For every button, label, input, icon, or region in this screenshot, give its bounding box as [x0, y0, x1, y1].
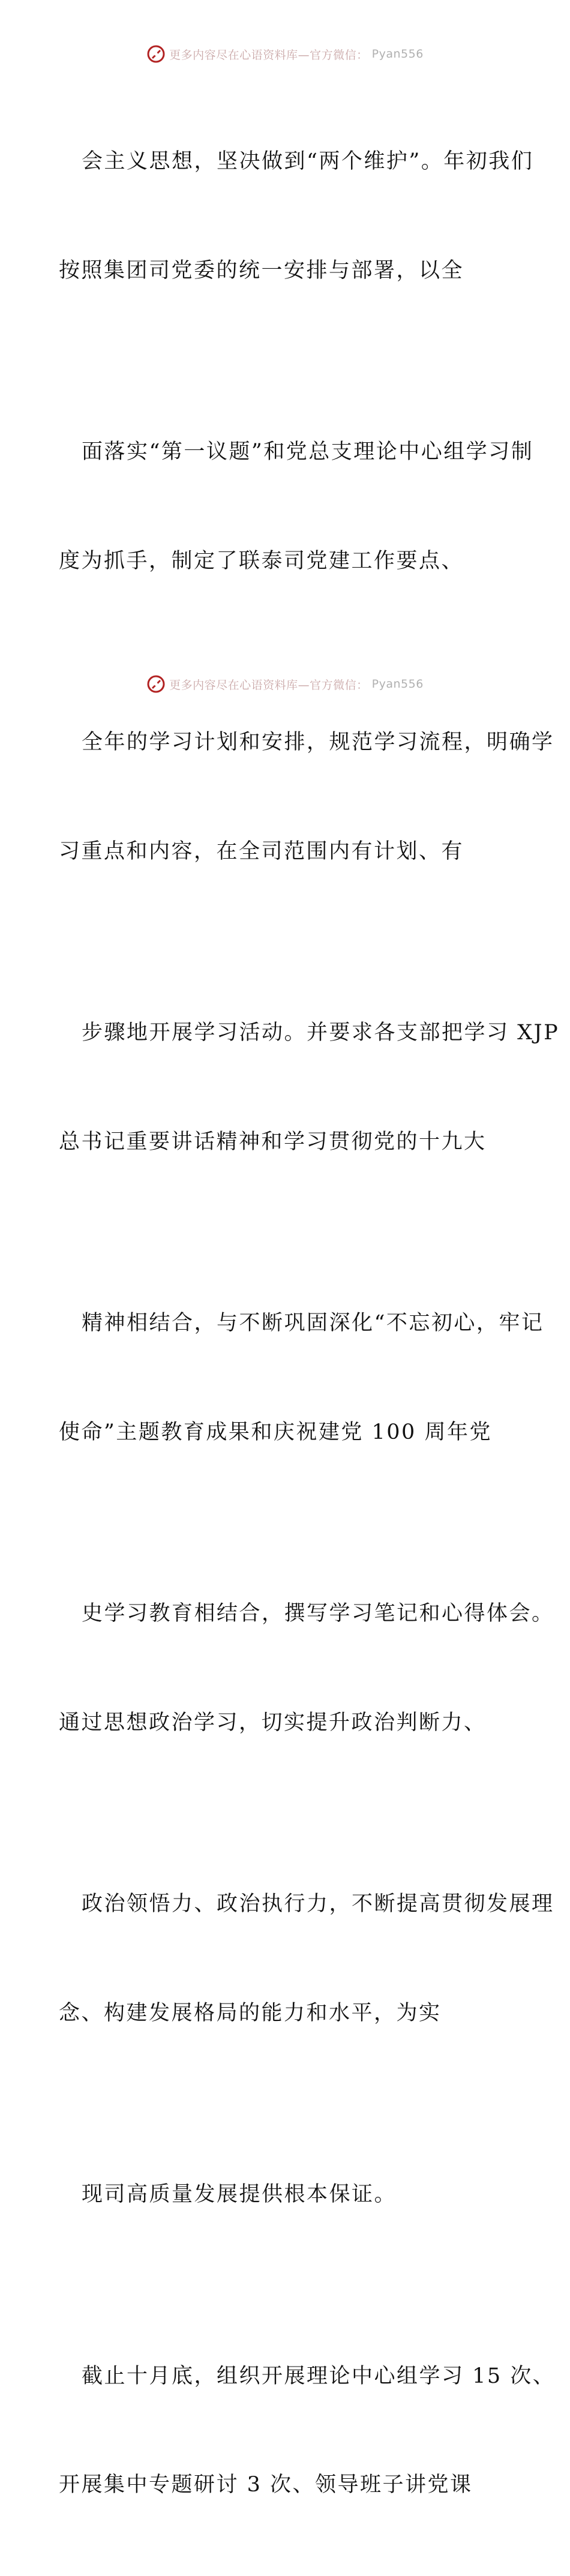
- paragraph-line: 念、构建发展格局的能力和水平，为实: [59, 2001, 442, 2025]
- paragraph-line: 度为抓手，制定了联泰司党建工作要点、: [59, 548, 464, 573]
- watermark-account: Pyan556: [371, 47, 424, 61]
- paragraph: [59, 1813, 554, 2104]
- paragraph: [59, 1523, 554, 1813]
- paragraph-line: 按照集团司党委的统一安排与部署，以全: [59, 258, 464, 283]
- paragraph-line: 会主义思想，坚决做到“两个维护”。年初我们: [82, 149, 534, 173]
- paragraph: [59, 361, 534, 652]
- paragraph-line: 精神相结合，与不断巩固深化“不忘初心，牢记: [82, 1311, 544, 1335]
- watermark-text: 更多内容尽在心语资料库—官方微信：: [169, 48, 368, 62]
- header-watermark: [0, 42, 570, 66]
- paragraph-line: 截止十月底，组织开展理论中心组学习 15 次、: [82, 2364, 556, 2388]
- paragraph: [59, 71, 534, 361]
- paragraph: [59, 1232, 544, 1523]
- watermark-account: Pyan556: [371, 677, 424, 691]
- paragraph: [59, 942, 560, 1232]
- brand-logo-icon: [146, 674, 166, 694]
- brand-logo-icon: [146, 44, 166, 64]
- paragraph-line: 全年的学习计划和安排，规范学习流程，明确学: [82, 730, 554, 754]
- paragraph-line: 面落实“第一议题”和党总支理论中心组学习制: [82, 440, 534, 464]
- document-body: [59, 71, 560, 2576]
- footer-watermark: [0, 672, 570, 696]
- paragraph-line: 习重点和内容，在全司范围内有计划、有: [59, 839, 464, 863]
- watermark-text: 更多内容尽在心语资料库—官方微信：: [169, 678, 368, 692]
- paragraph-line: 现司高质量发展提供根本保证。: [82, 2182, 397, 2206]
- paragraph-line: 步骤地开展学习活动。并要求各支部把学习 XJP: [82, 1021, 560, 1045]
- paragraph-line: 史学习教育相结合，撰写学习笔记和心得体会。: [82, 1602, 554, 1626]
- paragraph: [59, 2104, 515, 2286]
- paragraph-line: 通过思想政治学习，切实提升政治判断力、: [59, 1710, 487, 1735]
- paragraph-line: 使命”主题教育成果和庆祝建党 100 周年党: [59, 1420, 492, 1444]
- paragraph-line: 开展集中专题研讨 3 次、领导班子讲党课: [59, 2473, 473, 2497]
- paragraph-line: 总书记重要讲话精神和学习贯彻党的十九大: [59, 1129, 487, 1154]
- paragraph-line: 政治领悟力、政治执行力，不断提高贯彻发展理: [82, 1892, 554, 1916]
- paragraph: [59, 2286, 556, 2576]
